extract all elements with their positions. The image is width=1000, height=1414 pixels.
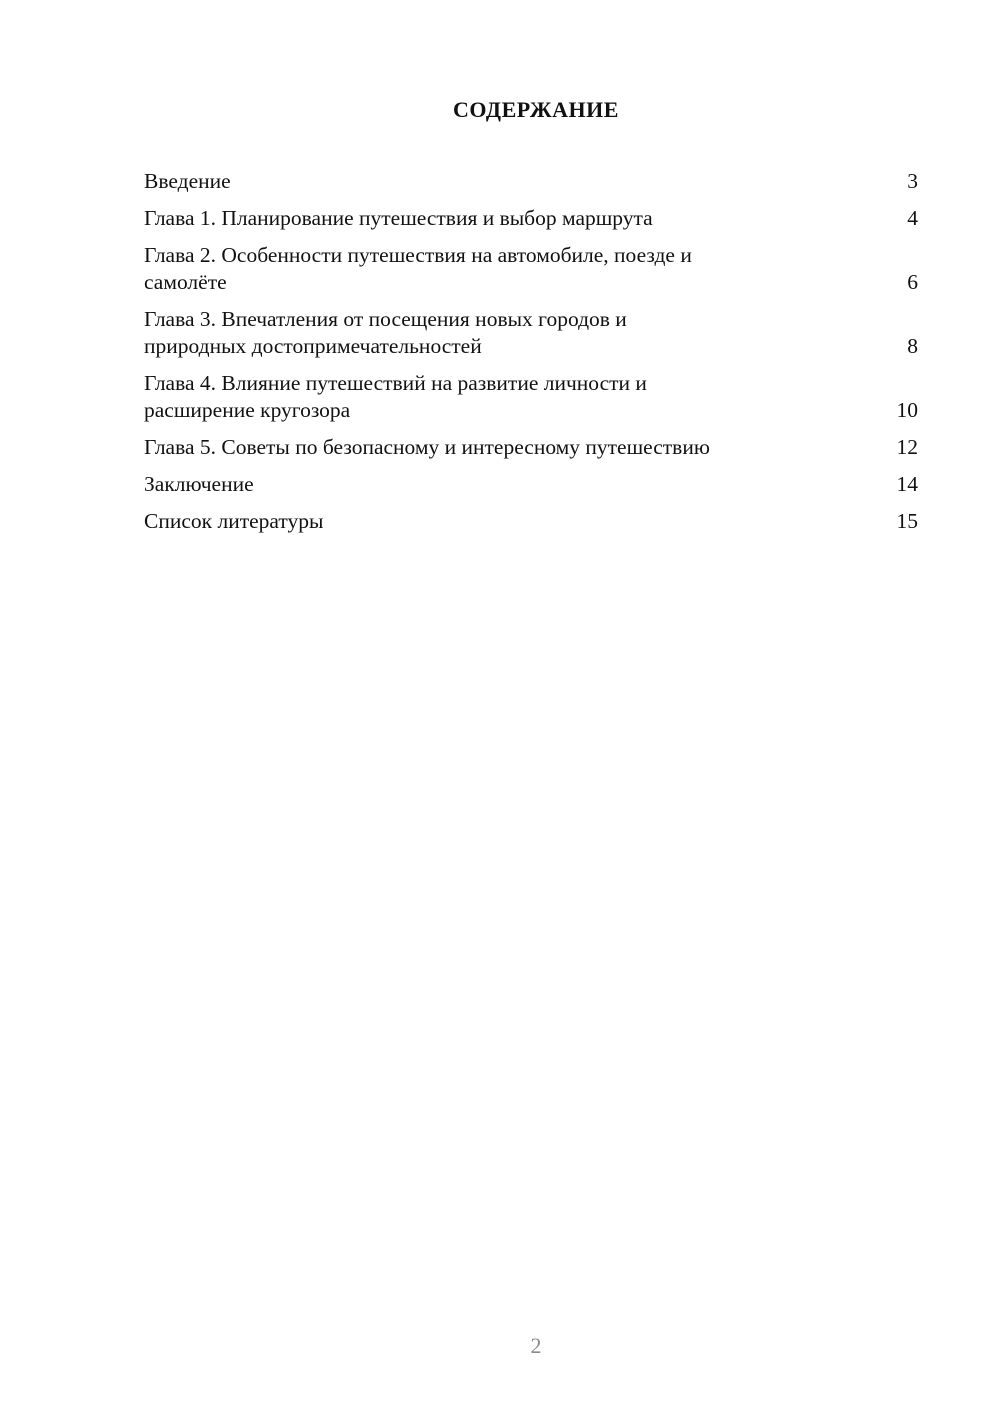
toc-entry-text (144, 168, 824, 195)
toc-page-number: 4 (907, 206, 918, 230)
toc-entry-text (144, 242, 824, 296)
toc-entry-conclusion (144, 471, 918, 498)
toc-entry-text (144, 471, 824, 498)
toc-entry-line: Введение (144, 169, 231, 193)
toc-entry-line: Список литературы (144, 509, 324, 533)
toc-entry-text (144, 205, 824, 232)
toc-entry-bibliography (144, 508, 918, 535)
toc-page-number: 8 (907, 334, 918, 358)
toc-page-number: 6 (907, 270, 918, 294)
toc-entry-line: Глава 3. Впечатления от посещения новых городов и (144, 307, 627, 331)
toc-entry-line: природных достопримечательностей (144, 334, 482, 358)
toc-entry-line: Глава 2. Особенности путешествия на автомобиле, поезде и (144, 243, 692, 267)
toc-entry-line: Заключение (144, 472, 254, 496)
toc-entry-chapter-2 (144, 242, 918, 296)
toc-entry-text (144, 370, 824, 424)
page-title: СОДЕРЖАНИЕ (453, 97, 619, 122)
toc-entry-text (144, 434, 824, 461)
toc-entry-chapter-1 (144, 205, 918, 232)
toc-entry-line: самолёте (144, 270, 227, 294)
toc-page-number: 15 (896, 509, 918, 533)
toc-entry-line: Глава 5. Советы по безопасному и интересному путешествию (144, 435, 710, 459)
toc-entry-introduction (144, 168, 918, 195)
toc-entry-chapter-3 (144, 306, 918, 360)
table-of-contents (144, 168, 918, 545)
toc-entry-text (144, 306, 824, 360)
toc-entry-line: расширение кругозора (144, 398, 351, 422)
toc-entry-chapter-4 (144, 370, 918, 424)
toc-entry-chapter-5 (144, 434, 918, 461)
toc-page-number: 12 (896, 435, 918, 459)
toc-entry-text (144, 508, 824, 535)
toc-page-number: 10 (896, 398, 918, 422)
toc-page-number: 14 (896, 472, 918, 496)
page-number: 2 (530, 1333, 542, 1358)
toc-entry-line: Глава 1. Планирование путешествия и выбор маршрута (144, 206, 653, 230)
toc-entry-line: Глава 4. Влияние путешествий на развитие личности и (144, 371, 647, 395)
toc-page-number: 3 (907, 169, 918, 193)
